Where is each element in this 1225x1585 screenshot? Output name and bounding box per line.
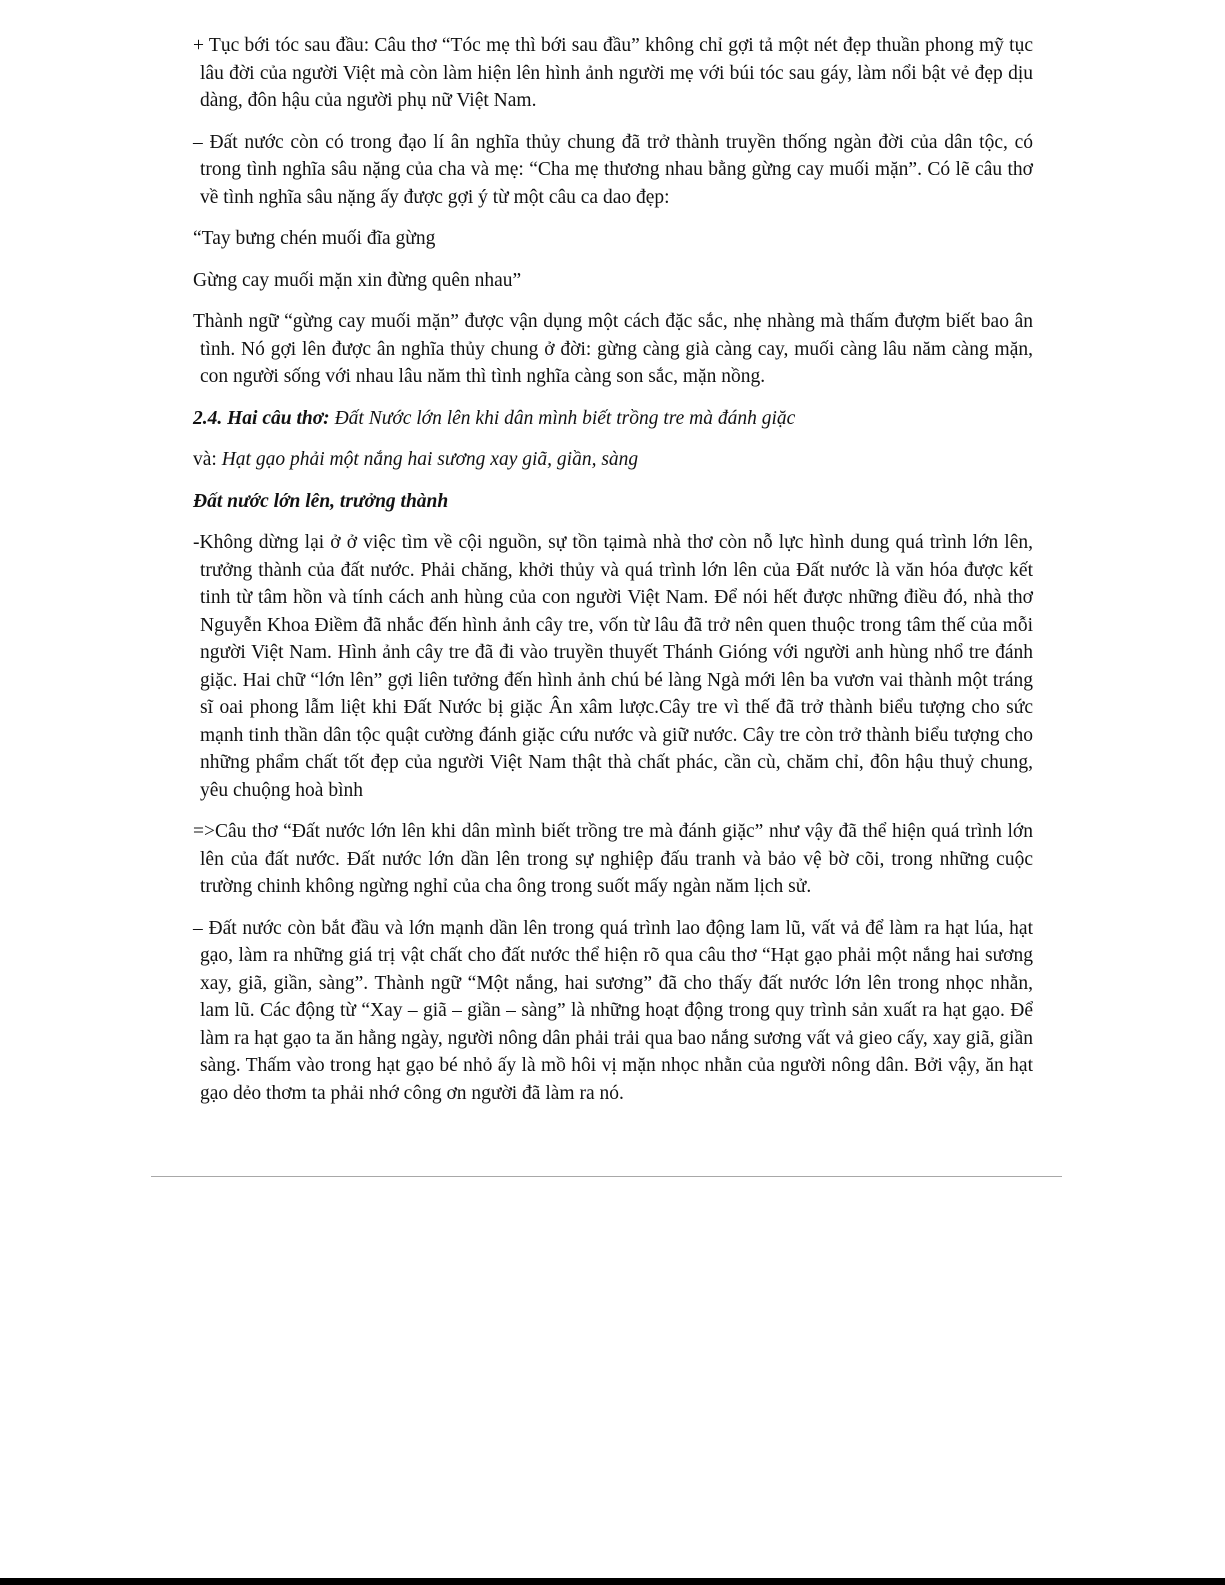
section-verse-2: Hạt gạo phải một nắng hai sương xay giã, giần, sàng [221, 449, 639, 470]
paragraph-hair-custom: + Tục bới tóc sau đầu: Câu thơ “Tóc mẹ thì bới sau đầu” không chỉ gợi tả một nét đẹp thuần phong mỹ tục lâu đời của người Việt mà còn làm hiện lên hình ảnh người mẹ với búi tóc sau gáy, làm nổi bật vẻ đẹp dịu dàng, đôn hậu của người phụ nữ Việt Nam. [193, 35, 1033, 111]
folk-verse-line-1: “Tay bưng chén muối đĩa gừng [193, 228, 436, 249]
section-heading [193, 405, 1033, 433]
paragraph-conclusion: =>Câu thơ “Đất nước lớn lên khi dân mình biết trồng tre mà đánh giặc” như vậy đã thể hiện quá trình lớn lên của đất nước. Đất nước lớn dần lên trong sự nghiệp đấu tranh và bảo vệ bờ cõi, trong những cuộc trường chinh không ngừng nghỉ của cha ông trong suốt mấy ngàn năm lịch sử. [193, 821, 1033, 897]
paragraph-gratitude: – Đất nước còn có trong đạo lí ân nghĩa thủy chung đã trở thành truyền thống ngàn đời của dân tộc, có trong tình nghĩa sâu nặng của cha và mẹ: “Cha mẹ thương nhau bằng gừng cay muối mặn”. Có lẽ câu thơ về tình nghĩa sâu nặng ấy được gợi ý từ một câu ca dao đẹp: [193, 131, 1033, 208]
document-content [193, 32, 1033, 1121]
bottom-edge-bar [0, 1578, 1225, 1585]
folk-verse-line-2: Gừng cay muối mặn xin đừng quên nhau” [193, 269, 522, 291]
section-verse-1: Đất Nước lớn lên khi dân mình biết trồng tre mà đánh giặc [334, 407, 796, 429]
section-subheading: Đất nước lớn lên, trưởng thành [193, 490, 449, 512]
paragraph-bamboo: -Không dừng lại ở ở việc tìm về cội nguồn, sự tồn tạimà nhà thơ còn nỗ lực hình dung quá trình lớn lên, trưởng thành của đất nước. Phải chăng, khởi thủy và quá trình lớn lên của Đất nước là văn hóa được kết tinh từ tâm hồn và tính cách anh hùng của con người Việt Nam. Để nói hết được những điều đó, nhà thơ Nguyễn Khoa Điềm đã nhắc đến hình ảnh cây tre, vốn từ lâu đã trở nên quen thuộc trong tâm thế của mỗi người Việt Nam. Hình ảnh cây tre đã đi vào truyền thuyết Thánh Gióng với người anh hùng nhổ tre đánh giặc. Hai chữ “lớn lên” gợi liên tưởng đến hình ảnh chú bé làng Ngà mới lên ba vươn vai thành một tráng sĩ oai phong lẫm liệt khi Đất Nước bị giặc Ân xâm lược.Cây tre vì thế đã trở thành biểu tượng cho sức mạnh tinh thần dân tộc quật cường đánh giặc cứu nước và giữ nước. Cây tre còn trở thành biểu tượng cho những phẩm chất tốt đẹp của người Việt Nam thật thà chất phác, cần cù, chăm chỉ, đôn hậu thuỷ chung, yêu chuộng hoà bình [193, 532, 1033, 801]
paragraph-rice: – Đất nước còn bắt đầu và lớn mạnh dần lên trong quá trình lao động lam lũ, vất vả để làm ra hạt lúa, hạt gạo, làm ra những giá trị vật chất cho đất nước thể hiện rõ qua câu thơ “Hạt gạo phải một nắng hai sương xay, giã, giần, sàng”. Thành ngữ “Một nắng, hai sương” đã cho thấy đất nước lớn lên trong nhọc nhằn, lam lũ. Các động từ “Xay – giã – giần – sàng” là những hoạt động trong quy trình sản xuất ra hạt gạo. Để làm ra hạt gạo ta ăn hằng ngày, người nông dân phải trải qua bao nắng sương vất vả gieo cấy, xay giã, giần sàng. Thấm vào trong hạt gạo bé nhỏ ấy là mồ hôi vị mặn nhọc nhằn của người nông dân. Bởi vậy, ăn hạt gạo dẻo thơm ta phải nhớ công ơn người đã làm ra nó. [193, 917, 1033, 1104]
section-heading-label: 2.4. Hai câu thơ: [193, 407, 330, 429]
and-label: và: [193, 449, 217, 470]
section-verse-2-line [193, 446, 1033, 474]
paragraph-idiom: Thành ngữ “gừng cay muối mặn” được vận dụng một cách đặc sắc, nhẹ nhàng mà thấm đượm biết bao ân tình. Nó gợi lên được ân nghĩa thủy chung ở đời: gừng càng già càng cay, muối càng lâu năm càng mặn, con người sống với nhau lâu năm thì tình nghĩa càng son sắc, mặn nồng. [193, 311, 1033, 387]
page-divider [151, 1176, 1062, 1177]
